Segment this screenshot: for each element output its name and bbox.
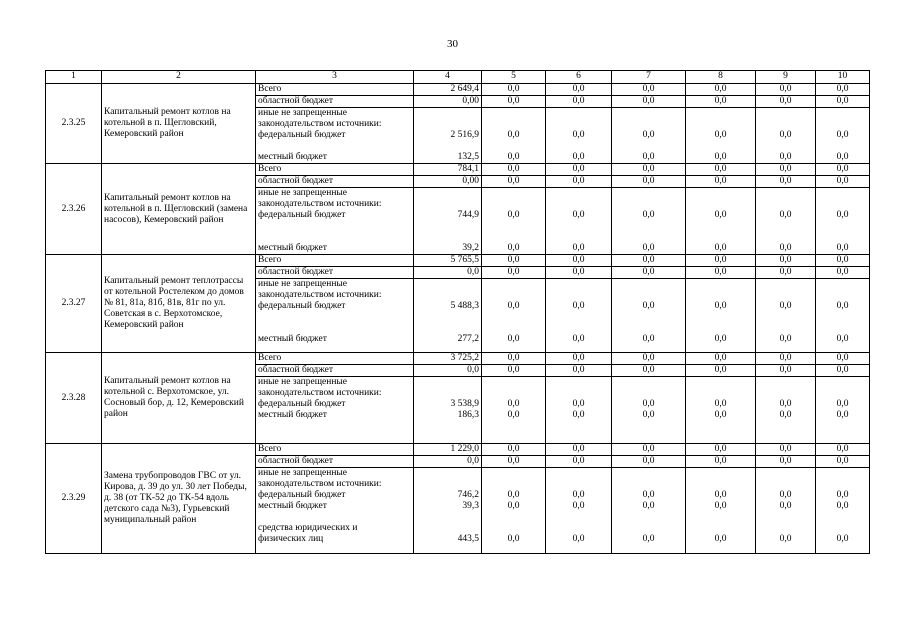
item-name: Капитальный ремонт теплотрассы от котельной Ростелеком до домов № 81, 81а, 81б, 81в, 81г по ул. Советская в с. Верхотомское, Кемеровский район — [102, 255, 256, 353]
table-row — [46, 255, 870, 267]
value-cell: 0,0 — [612, 255, 686, 267]
value-cell: 0,0 — [612, 353, 686, 365]
value-cell: 0,0 — [414, 456, 482, 468]
source-label: Всего — [256, 444, 414, 456]
value-cell: 0,0 0,0 — [756, 279, 816, 353]
item-name: Капитальный ремонт котлов на котельной в п. Щегловский (замена насосов), Кемеровский район — [102, 164, 256, 255]
value-cell: 0,0 — [686, 176, 756, 188]
value-cell: 0,0 — [816, 84, 870, 96]
value-cell: 0,0 0,0 — [546, 188, 612, 255]
value-cell: 0,0 0,0 — [546, 279, 612, 353]
item-code: 2.3.26 — [46, 164, 102, 255]
value-cell: 0,0 — [612, 176, 686, 188]
value-cell: 0,0 — [686, 456, 756, 468]
table-row — [46, 84, 870, 96]
value-cell: 0,0 — [686, 353, 756, 365]
value-cell: 0,0 0,0 — [612, 108, 686, 164]
source-label: Всего — [256, 84, 414, 96]
value-cell: 0,0 — [482, 176, 546, 188]
value-cell: 0,0 — [612, 365, 686, 377]
value-cell: 0,0 — [756, 353, 816, 365]
value-cell: 0,0 — [756, 444, 816, 456]
value-cell: 0,0 — [756, 255, 816, 267]
value-cell: 0,00 — [414, 176, 482, 188]
table-row — [46, 444, 870, 456]
value-cell: 0,0 — [612, 96, 686, 108]
value-cell: 0,0 0,0 0,0 — [756, 468, 816, 554]
item-code: 2.3.27 — [46, 255, 102, 353]
value-cell: 0,0 — [546, 353, 612, 365]
source-label: областной бюджет — [256, 456, 414, 468]
value-cell: 0,0 — [756, 456, 816, 468]
column-header: 4 — [414, 71, 482, 84]
value-cell: 0,0 — [686, 164, 756, 176]
source-label: иные не запрещенные законодательством источники: федеральный бюджет местный бюджет — [256, 377, 414, 444]
source-label: областной бюджет — [256, 267, 414, 279]
value-cell: 0,0 — [686, 255, 756, 267]
value-cell: 0,0 0,0 — [816, 108, 870, 164]
value-cell: 0,0 — [756, 164, 816, 176]
value-cell: 5 765,5 — [414, 255, 482, 267]
source-label: Всего — [256, 353, 414, 365]
value-cell: 0,0 — [816, 365, 870, 377]
source-label: областной бюджет — [256, 176, 414, 188]
table-row — [46, 164, 870, 176]
value-cell: 0,0 — [612, 267, 686, 279]
value-cell: 0,0 — [816, 444, 870, 456]
column-header: 3 — [256, 71, 414, 84]
value-cell: 0,0 — [482, 96, 546, 108]
value-cell: 0,0 — [546, 255, 612, 267]
column-header: 5 — [482, 71, 546, 84]
source-label: иные не запрещенные законодательством источники: федеральный бюджет местный бюджет средства юридических и физических лиц — [256, 468, 414, 554]
value-cell: 0,0 0,0 0,0 — [686, 468, 756, 554]
column-header: 9 — [756, 71, 816, 84]
value-cell: 0,0 — [612, 444, 686, 456]
value-cell: 0,0 0,0 — [482, 108, 546, 164]
value-cell: 0,0 0,0 — [756, 377, 816, 444]
source-label: иные не запрещенные законодательством источники: федеральный бюджет местный бюджет — [256, 108, 414, 164]
item-name: Капитальный ремонт котлов на котельной с. Верхотомское, ул. Сосновый бор, д. 12, Кемеровский район — [102, 353, 256, 444]
value-cell: 0,0 — [816, 456, 870, 468]
value-cell: 0,0 — [546, 456, 612, 468]
table-body — [46, 84, 870, 554]
value-cell: 0,0 0,0 — [482, 188, 546, 255]
column-header: 6 — [546, 71, 612, 84]
value-cell: 0,0 — [816, 176, 870, 188]
value-cell: 2 516,9 132,5 — [414, 108, 482, 164]
value-cell: 0,0 0,0 0,0 — [482, 468, 546, 554]
value-cell: 0,0 0,0 — [756, 108, 816, 164]
value-cell: 0,0 — [816, 353, 870, 365]
value-cell: 0,0 0,0 — [546, 108, 612, 164]
value-cell: 0,0 0,0 — [612, 188, 686, 255]
value-cell: 0,0 0,0 — [612, 279, 686, 353]
value-cell: 0,0 0,0 — [816, 377, 870, 444]
page-number: 30 — [447, 38, 458, 50]
value-cell: 0,0 0,0 0,0 — [546, 468, 612, 554]
value-cell: 784,1 — [414, 164, 482, 176]
value-cell: 3 725,2 — [414, 353, 482, 365]
column-header: 2 — [102, 71, 256, 84]
value-cell: 0,0 — [816, 164, 870, 176]
value-cell: 0,0 0,0 — [612, 377, 686, 444]
column-header: 1 — [46, 71, 102, 84]
value-cell: 0,0 — [482, 365, 546, 377]
value-cell: 0,0 — [756, 267, 816, 279]
value-cell: 0,0 0,0 — [686, 279, 756, 353]
value-cell: 0,0 — [414, 267, 482, 279]
source-label: иные не запрещенные законодательством источники: федеральный бюджет местный бюджет — [256, 188, 414, 255]
value-cell: 0,0 — [546, 84, 612, 96]
table-row — [46, 353, 870, 365]
source-label: Всего — [256, 164, 414, 176]
source-label: иные не запрещенные законодательством источники: федеральный бюджет местный бюджет — [256, 279, 414, 353]
value-cell: 0,00 — [414, 96, 482, 108]
value-cell: 0,0 — [756, 96, 816, 108]
value-cell: 0,0 — [612, 456, 686, 468]
value-cell: 0,0 — [546, 444, 612, 456]
value-cell: 746,2 39,3 443,5 — [414, 468, 482, 554]
value-cell: 0,0 — [686, 365, 756, 377]
column-header: 10 — [816, 71, 870, 84]
value-cell: 0,0 — [414, 365, 482, 377]
value-cell: 0,0 — [482, 444, 546, 456]
column-header: 8 — [686, 71, 756, 84]
budget-table — [45, 70, 870, 554]
item-name: Капитальный ремонт котлов на котельной в п. Щегловский, Кемеровский район — [102, 84, 256, 164]
value-cell: 0,0 0,0 0,0 — [816, 468, 870, 554]
value-cell: 0,0 0,0 — [816, 279, 870, 353]
item-code: 2.3.28 — [46, 353, 102, 444]
value-cell: 0,0 — [756, 176, 816, 188]
value-cell: 0,0 — [816, 96, 870, 108]
header-row — [46, 71, 870, 84]
value-cell: 0,0 — [482, 267, 546, 279]
value-cell: 0,0 — [482, 84, 546, 96]
item-name: Замена трубопроводов ГВС от ул. Кирова, д. 39 до ул. 30 лет Победы, д. 38 (от ТК-52 до ТК-54 вдоль детского сада №3), Гурьевский муниципальный район — [102, 444, 256, 554]
value-cell: 0,0 — [756, 365, 816, 377]
value-cell: 0,0 — [482, 353, 546, 365]
item-code: 2.3.25 — [46, 84, 102, 164]
value-cell: 0,0 — [816, 255, 870, 267]
value-cell: 0,0 — [756, 84, 816, 96]
value-cell: 3 538,9 186,3 — [414, 377, 482, 444]
item-code: 2.3.29 — [46, 444, 102, 554]
value-cell: 0,0 0,0 — [756, 188, 816, 255]
value-cell: 0,0 0,0 0,0 — [612, 468, 686, 554]
value-cell: 0,0 — [482, 164, 546, 176]
value-cell: 0,0 0,0 — [686, 188, 756, 255]
source-label: областной бюджет — [256, 96, 414, 108]
value-cell: 0,0 — [546, 365, 612, 377]
value-cell: 0,0 — [612, 164, 686, 176]
value-cell: 0,0 0,0 — [482, 377, 546, 444]
value-cell: 0,0 — [816, 267, 870, 279]
value-cell: 0,0 — [546, 267, 612, 279]
value-cell: 0,0 — [686, 84, 756, 96]
value-cell: 0,0 — [482, 456, 546, 468]
column-header: 7 — [612, 71, 686, 84]
value-cell: 0,0 — [686, 267, 756, 279]
value-cell: 0,0 0,0 — [816, 188, 870, 255]
value-cell: 2 649,4 — [414, 84, 482, 96]
value-cell: 0,0 — [482, 255, 546, 267]
value-cell: 5 488,3 277,2 — [414, 279, 482, 353]
value-cell: 744,9 39,2 — [414, 188, 482, 255]
value-cell: 0,0 0,0 — [482, 279, 546, 353]
value-cell: 0,0 — [686, 444, 756, 456]
value-cell: 0,0 0,0 — [686, 108, 756, 164]
value-cell: 0,0 0,0 — [546, 377, 612, 444]
source-label: Всего — [256, 255, 414, 267]
source-label: областной бюджет — [256, 365, 414, 377]
value-cell: 0,0 — [546, 164, 612, 176]
value-cell: 0,0 — [686, 96, 756, 108]
value-cell: 0,0 — [546, 96, 612, 108]
value-cell: 0,0 0,0 — [686, 377, 756, 444]
value-cell: 0,0 — [546, 176, 612, 188]
value-cell: 0,0 — [612, 84, 686, 96]
value-cell: 1 229,0 — [414, 444, 482, 456]
